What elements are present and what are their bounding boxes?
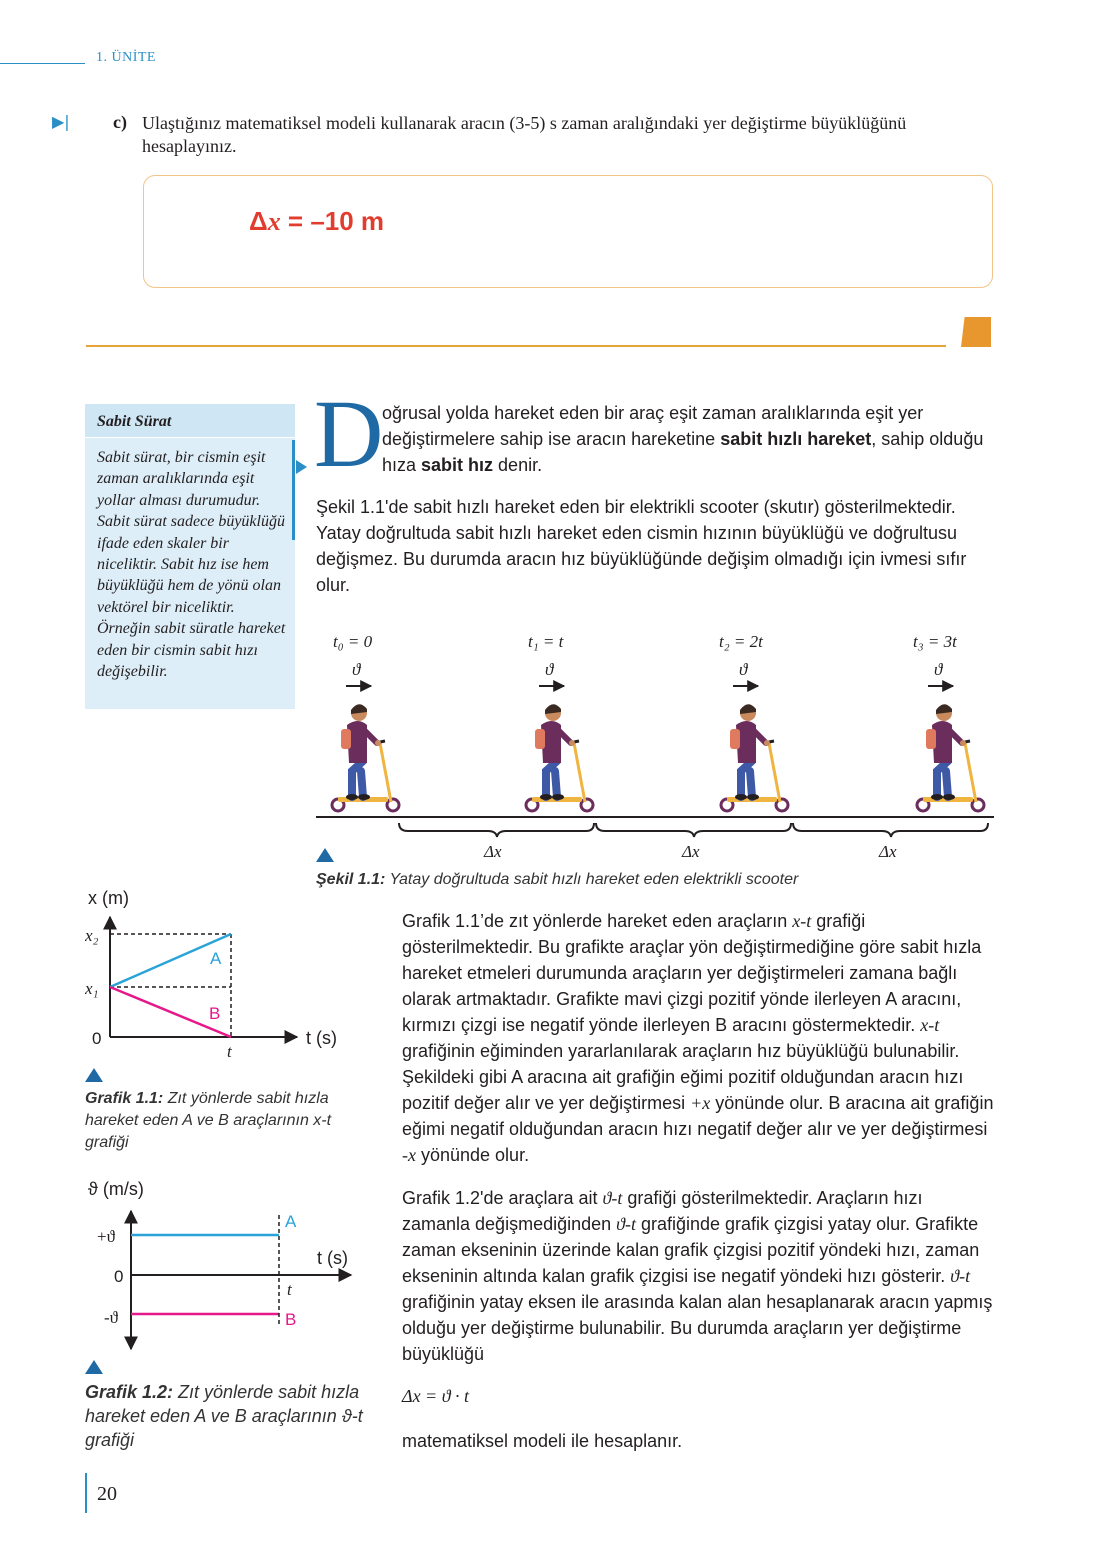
scooter-figure [316, 625, 996, 865]
info-box-body: Sabit sürat, bir cismin eşit zaman aralıklarında eşit yollar alması durumudur. Sabit sürat sadece büyüklüğü ifade eden skaler bir niceliktir. Sabit hız ise hem büyüklüğü hem de yönü olan vektörel bir niceliktir. Örneğin sabit süratle hareket eden bir cismin sabit hızı değişebilir. [97, 449, 286, 681]
play-next-icon: ▶| [52, 112, 70, 131]
info-box-accent [292, 440, 295, 540]
velocity-label-0: ϑ⃗ [352, 660, 374, 679]
graph1-xtick-t: t [227, 1042, 232, 1061]
graph-xt [85, 885, 350, 1065]
graph2-xlabel: t (s) [317, 1248, 348, 1268]
graph2-ytick-0: 0 [114, 1267, 124, 1286]
velocity-label-3: ϑ⃗ [934, 660, 956, 679]
scooter-rider-2 [721, 704, 788, 811]
graph2-xtick-t: t [287, 1280, 292, 1299]
graph2-caption-marker-icon [85, 1360, 103, 1374]
question-text: Ulaştığınız matematiksel modeli kullanarak aracın (3-5) s zaman aralığındaki yer değiştirme büyüklüğünü hesaplayınız. [142, 113, 907, 156]
graph2-label-a: A [285, 1212, 297, 1231]
graph1-xlabel: t (s) [306, 1028, 337, 1048]
graph1-ytick-x2: x₂ [85, 926, 99, 945]
figure-caption: Şekil 1.1: Yatay doğrultuda sabit hızlı hareket eden elektrikli scooter [316, 871, 799, 888]
scooter-paragraph: Şekil 1.1'de sabit hızlı hareket eden bir elektrikli scooter (skutır) gösterilmektedir. Yatay doğrultuda sabit hızlı hareket eden cismin hızının büyüklüğü ve doğrultusu değişmez. Bu durumda aracın hız büyüklüğünde değişim olmadığı için ivmesi sıfır olur. [316, 497, 967, 595]
time-label-3: t₃ = 3t [913, 632, 957, 651]
interval-brace-3 [793, 823, 988, 837]
graph1-label-a: A [210, 949, 222, 968]
graph2-ytick-pos: +ϑ [97, 1227, 116, 1246]
pointer-arrow-icon [296, 460, 307, 474]
velocity-label-2: ϑ⃗ [739, 660, 761, 679]
formula: Δx = ϑ · t [402, 1386, 470, 1406]
graph1-label-b: B [209, 1004, 221, 1023]
delta-label-1: Δx⃗ [484, 842, 515, 861]
graph-vt [85, 1175, 370, 1360]
drop-cap: D [314, 380, 384, 487]
graph1-caption-marker-icon [85, 1068, 103, 1082]
delta-label-3: Δx⃗ [879, 842, 910, 861]
scooter-rider-0 [332, 704, 399, 811]
header-rule [0, 63, 85, 64]
caption-marker-icon [316, 848, 334, 862]
time-label-0: t₀ = 0 [333, 632, 373, 651]
graph1-paragraph: Grafik 1.1’de zıt yönlerde hareket eden araçların x-t grafiği gösterilmektedir. Bu grafikte araçlar yön değiştirmediğine göre sabit hızla hareket etmeleri durumunda araçların yer değiştirmeleri zamana bağlı olarak artmaktadır. Grafikte mavi çizgi pozitif yönde ilerleyen A aracını, kırmızı çizgi ise negatif yönde ilerleyen B aracını göstermektedir. x-t grafiğinin eğiminden yararlanılarak araçların hız büyüklüğü bulunabilir. Şekildeki gibi A aracına ait grafiğin eğimi pozitif olduğundan aracın hızı pozitif değer alır ve yer değiştirmesi +x yönünde olur. B aracına ait grafiğin eğimi negatif olduğundan aracın hızı negatif değer alır ve yer değiştirmesi -x yönünde olur. [402, 911, 994, 1165]
time-label-2: t₂ = 2t [719, 632, 763, 651]
answer-text: Δx = –10 m [249, 206, 385, 236]
section-divider [86, 345, 946, 347]
interval-brace-2 [596, 823, 791, 837]
scooter-rider-1 [526, 704, 593, 811]
graph1-ytick-0: 0 [92, 1029, 102, 1048]
unit-label: 1. ÜNİTE [96, 50, 156, 65]
graph2-ytick-neg: -ϑ [104, 1308, 119, 1327]
scooter-rider-3 [917, 704, 984, 811]
graph2-ylabel: ϑ (m/s) [88, 1179, 144, 1199]
section-marker [961, 317, 991, 347]
graph2-caption: Grafik 1.2: Zıt yönlerde sabit hızla hareket eden A ve B araçlarının ϑ-t grafiği [85, 1382, 363, 1450]
graph1-ylabel: x (m) [88, 888, 129, 908]
page-number-rule [85, 1473, 87, 1513]
time-label-1: t₁ = t [528, 632, 564, 651]
page-number: 20 [97, 1483, 117, 1505]
graph2-label-b: B [285, 1310, 297, 1329]
closing-paragraph: matematiksel modeli ile hesaplanır. [402, 1431, 683, 1451]
graph2-paragraph: Grafik 1.2'de araçlara ait ϑ-t grafiği gösterilmektedir. Araçların hızı zamanla değişmediğinden ϑ-t grafiğinde grafik çizgisi yatay olur. Grafikte zaman ekseninin üzerinde kalan grafik çizgisi pozitif yöndeki hızı, zaman ekseninin altında kalan grafik çizgisi ise negatif yöndeki hızı gösterir. ϑ-t grafiğinin yatay eksen ile arasında kalan alan hesaplanarak aracın yapmış olduğu yer değiştirme bulunabilir. Bu durumda araçların yer değiştirme büyüklüğü [402, 1188, 993, 1364]
velocity-label-1: ϑ⃗ [545, 660, 567, 679]
delta-label-2: Δx⃗ [682, 842, 713, 861]
question-letter: c) [113, 112, 127, 132]
graph1-ytick-x1: x₁ [85, 979, 99, 998]
interval-brace-1 [399, 823, 594, 837]
graph1-caption: Grafik 1.1: Zıt yönlerde sabit hızla hareket eden A ve B araçlarının x-t grafiği [85, 1090, 332, 1151]
info-box-title: Sabit Sürat [97, 413, 172, 430]
intro-paragraph: oğrusal yolda hareket eden bir araç eşit zaman aralıklarında eşit yer değiştirmelere sahip ise aracın hareketine sabit hızlı hareket, sahip olduğu hıza sabit hız denir. [382, 403, 984, 475]
